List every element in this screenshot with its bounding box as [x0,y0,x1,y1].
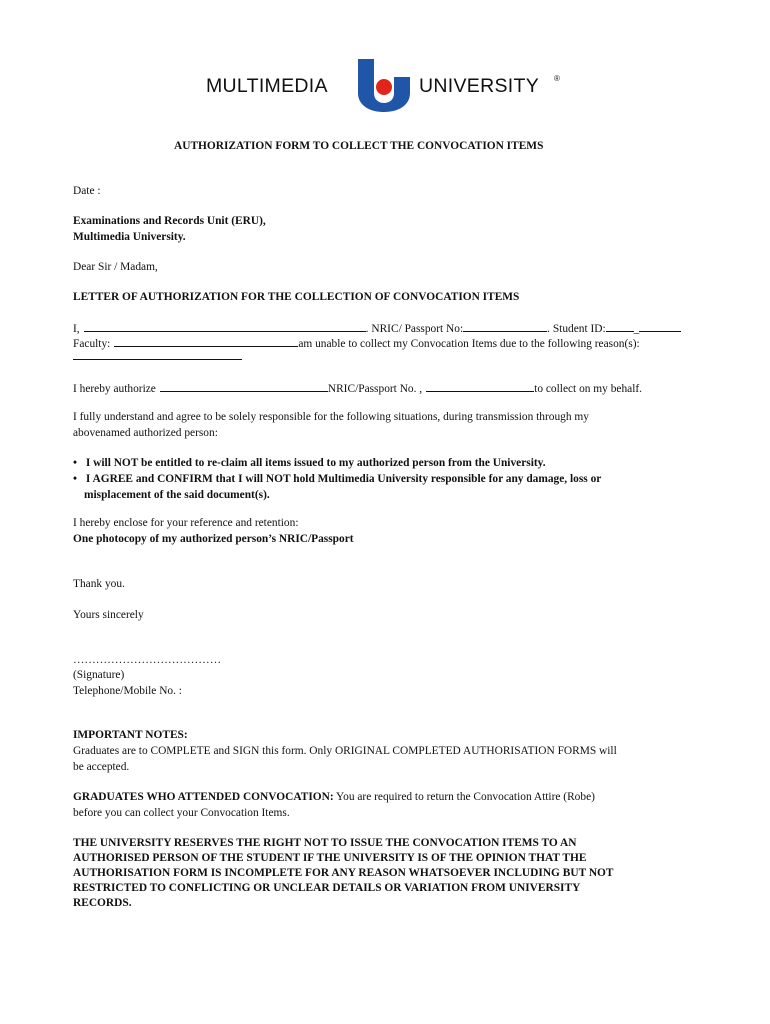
enclose-line1: I hereby enclose for your reference and retention: [73,517,299,529]
reserves-line5: RECORDS. [73,897,132,909]
graduates-line2: before you can collect your Convocation Items. [73,807,290,819]
bullet-icon: • [73,473,77,485]
authorize-prefix: I hereby authorize [73,383,156,395]
faculty-line [73,335,640,352]
graduates-rest: You are required to return the Convocation Attire (Robe) [333,791,595,803]
reason-field[interactable] [73,359,242,360]
nric-label: . NRIC/ Passport No: [365,323,464,335]
student-id-label: . Student ID: [547,323,606,335]
reserves-line2: AUTHORISED PERSON OF THE STUDENT IF THE UNIVERSITY IS OF THE OPINION THAT THE [73,852,587,864]
reserves-line4: RESTRICTED TO CONFLICTING OR UNCLEAR DETAILS OR VARIATION FROM UNIVERSITY [73,882,581,894]
line-i-prefix: I, [73,323,80,335]
logo-left-text: MULTIMEDIA [206,75,328,97]
yours-sincerely: Yours sincerely [73,609,144,621]
reserves-line3: AUTHORISATION FORM IS INCOMPLETE FOR ANY REASON WHATSOEVER INCLUDING BUT NOT [73,867,614,879]
letter-subject: LETTER OF AUTHORIZATION FOR THE COLLECTION OF CONVOCATION ITEMS [73,291,520,303]
bullet-text-2-cont: misplacement of the said document(s). [84,489,270,501]
authorized-person-name-field[interactable] [160,380,328,392]
authorize-suffix: to collect on my behalf. [534,383,643,395]
university-emblem-icon [354,57,414,113]
bullet-item-1 [73,455,546,471]
bullet-text-1: I will NOT be entitled to re-claim all items issued to my authorized person from the University. [85,457,546,469]
faculty-label: Faculty: [73,338,111,350]
authorize-nric-label: NRIC/Passport No. , [327,383,423,395]
signature-line[interactable]: ………………………………… [73,654,222,666]
faculty-field[interactable] [114,335,298,347]
understand-line1: I fully understand and agree to be solely responsible for the following situations, during transmission through my [73,411,589,423]
student-name-field[interactable] [84,320,366,332]
telephone-label: Telephone/Mobile No. : [73,685,182,697]
student-id-field-b[interactable] [639,320,681,332]
faculty-suffix: am unable to collect my Convocation Items due to the following reason(s): [298,338,640,350]
graduates-bold: GRADUATES WHO ATTENDED CONVOCATION: [73,791,334,803]
graduates-line1 [73,790,595,805]
bullet-icon: • [73,457,77,469]
student-id-field-a[interactable] [606,320,634,332]
bullet-text-2: I AGREE and CONFIRM that I will NOT hold Multimedia University responsible for any damage, loss or [85,473,602,485]
enclose-line2: One photocopy of my authorized person’s NRIC/Passport [73,533,354,545]
student-nric-field[interactable] [463,320,547,332]
important-line1: Graduates are to COMPLETE and SIGN this form. Only ORIGINAL COMPLETED AUTHORISATION FORMS will [73,745,617,757]
registered-mark: ® [554,74,560,83]
student-id-underscore: _ [633,323,640,335]
important-heading: IMPORTANT NOTES: [73,729,188,741]
bullet-item-2 [73,471,601,487]
salutation: Dear Sir / Madam, [73,261,158,273]
understand-line2: abovenamed authorized person: [73,427,218,439]
recipient-line1: Examinations and Records Unit (ERU), [73,215,266,227]
authorized-person-nric-field[interactable] [426,380,534,392]
form-title: AUTHORIZATION FORM TO COLLECT THE CONVOCATION ITEMS [174,140,544,152]
important-line2: be accepted. [73,761,130,773]
signature-label: (Signature) [73,669,125,681]
recipient-line2: Multimedia University. [73,231,186,243]
date-label: Date : [73,185,101,197]
reserves-line1: THE UNIVERSITY RESERVES THE RIGHT NOT TO ISSUE THE CONVOCATION ITEMS TO AN [73,837,577,849]
thank-you: Thank you. [73,578,125,590]
logo-right-text: UNIVERSITY [419,75,540,97]
authorize-line [73,380,642,397]
